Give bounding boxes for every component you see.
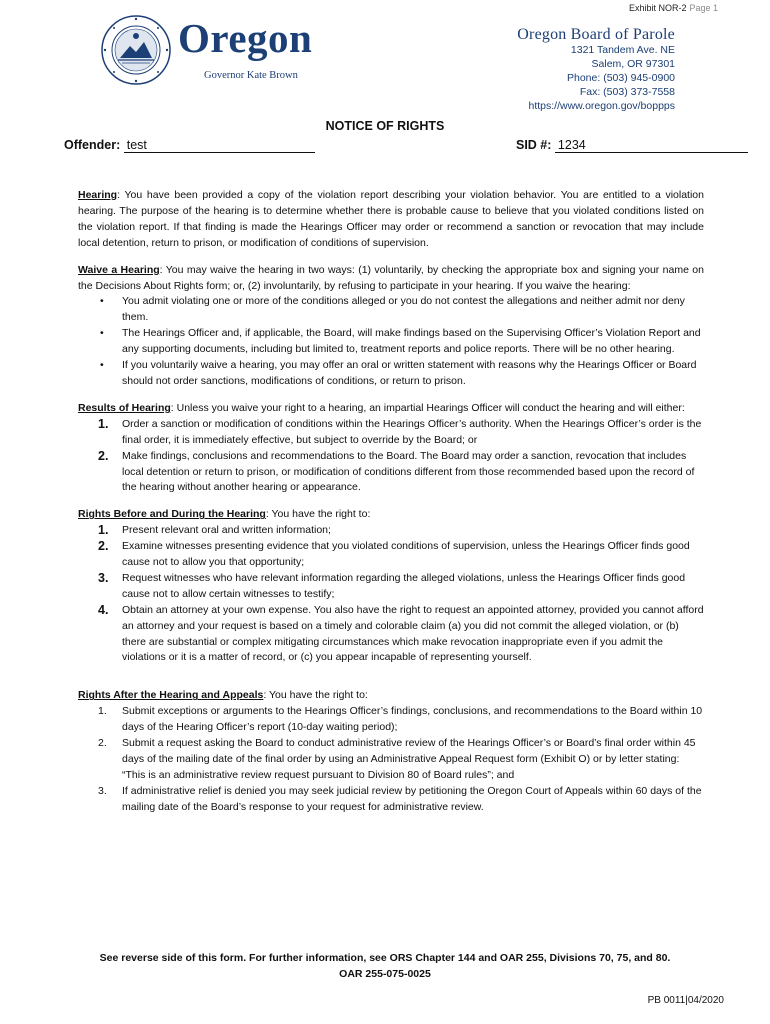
exhibit-id: Exhibit NOR-2 <box>628 3 687 13</box>
oregon-logo: Oregon <box>178 15 313 61</box>
section-text: : You have the right to: <box>265 508 371 521</box>
list-item: 2. Make findings, conclusions and recommendations to the Board. The Board may order a sanction, revocation that includes local detention or return to prison, or modification of conditions different from those recommended based upon the record of the hearing without another hearing or appearance. <box>98 448 695 494</box>
offender-input[interactable]: test <box>124 138 315 153</box>
section-text: : You have the right to: <box>263 689 368 702</box>
section-hearing <box>78 188 704 252</box>
section-heading: Rights After the Hearing and Appeals <box>78 689 264 702</box>
section-heading: Rights Before and During the Hearing <box>78 508 266 521</box>
section-text: : Unless you waive your right to a hearing, an impartial Hearings Officer will conduct the hearing and will either: <box>170 401 685 414</box>
section-text: : You have been provided a copy of the violation report describing your violation behavior. You are entitled to a violation hearing. The purpose of the hearing is to determine whether there is probable cause to believe that you violated conditions listed on the violation report. If that finding is made the Hearings Officer may order or recommend a sanction or revocation that may include local detention, return to prison, or modification of conditions of supervision. <box>78 189 704 249</box>
numbered-list <box>78 417 704 497</box>
footer-note <box>0 950 770 982</box>
section-waive-hearing <box>78 263 704 390</box>
section-heading: Waive a Hearing <box>78 263 160 276</box>
numbered-list <box>78 704 704 815</box>
offender-label: Offender: <box>64 138 121 152</box>
state-seal-icon <box>100 14 172 86</box>
board-website: https://www.oregon.gov/boppps <box>528 100 675 112</box>
sid-field <box>516 138 748 153</box>
footer-reference: See reverse side of this form. For further information, see ORS Chapter 144 and OAR 255, Divisions 70, 75, and 80. <box>99 952 671 964</box>
list-item: • The Hearings Officer and, if applicable, the Board, will make findings based on the Supervising Officer’s Violation Report and any supporting documents, including but limited to, treatment reports and police reports. There will be no other hearing. <box>78 326 704 358</box>
list-item: • If you voluntarily waive a hearing, you may offer an oral or written statement with reasons why the Hearings Officer or Board should not order sanctions, modifications of conditions, or return to prison. <box>78 358 704 390</box>
list-item: 2. Examine witnesses presenting evidence that you violated conditions of supervision, unless the Hearings Officer finds good cause not to allow you that opportunity; <box>98 539 690 569</box>
offender-field <box>64 138 315 153</box>
document-title: NOTICE OF RIGHTS <box>325 119 445 133</box>
page-number: Page 1 <box>689 3 718 13</box>
list-item: 1. Submit exceptions or arguments to the Hearings Officer’s findings, conclusions, and recommendations to the Board within 10 days of the Hearing Officer’s report (10-day waiting period); <box>98 705 703 734</box>
list-item: • You admit violating one or more of the conditions alleged or you do not contest the allegations and neither admit nor deny them. <box>78 294 704 326</box>
numbered-list <box>78 523 704 666</box>
section-rights-after <box>78 688 704 815</box>
governor-name: Governor Kate Brown <box>204 70 298 81</box>
section-heading: Results of Hearing <box>78 401 171 414</box>
bullet-list <box>78 294 704 389</box>
list-item: 2. Submit a request asking the Board to conduct administrative review of the Hearings Officer’s or Board’s final order within 45 days of the mailing date of the final order by using an Administrative Appeal Request form (Exhibit O) or by letter stating: “This is an administrative review request pursuant to Division 80 of Board rules”; and <box>98 737 696 781</box>
section-rights-before <box>78 507 704 666</box>
footer-oar: OAR 255-075-0025 <box>339 968 431 980</box>
sid-input[interactable]: 1234 <box>555 138 748 153</box>
board-name: Oregon Board of Parole <box>517 26 675 43</box>
board-fax: Fax: (503) 373-7558 <box>579 86 675 98</box>
list-item: 1. Present relevant oral and written information; <box>98 523 331 538</box>
list-item: 4. Obtain an attorney at your own expense. You also have the right to request an appointed attorney, provided you cannot afford an attorney and your request is based on a timely and colorable claim (a) you did not commit the alleged violation, or (b) there are substantial or complex mitigating circumstances which make revocation inappropriate even if you admit the violations or it is a matter of record, or (c) you appear incapable of representing yourself. <box>98 602 704 664</box>
list-item: 1. Order a sanction or modification of conditions within the Hearings Officer’s authority. When the Hearings Officer’s order is the final order, it is immediately effective, but subject to override by the Board; or <box>98 416 702 446</box>
list-item: 3. If administrative relief is denied you may seek judicial review by petitioning the Oregon Court of Appeals within 60 days of the mailing date of the Board’s response to your request for administrative review. <box>98 784 702 813</box>
form-code: PB 0011|04/2020 <box>647 995 724 1006</box>
section-text: : You may waive the hearing in two ways: (1) voluntarily, by checking the appropriate box and signing your name on the Decisions About Rights form; or, (2) involuntarily, by refusing to participate in your hearing. If you waive the hearing: <box>78 263 704 292</box>
board-address-line: Salem, OR 97301 <box>591 58 675 70</box>
document-body <box>78 188 704 816</box>
board-phone: Phone: (503) 945-0900 <box>567 72 675 84</box>
list-item: 3. Request witnesses who have relevant information regarding the alleged violations, unless the Hearings Officer finds good cause not to allow certain witnesses to testify; <box>98 570 686 600</box>
exhibit-label <box>629 3 718 13</box>
board-address-line: 1321 Tandem Ave. NE <box>570 44 675 56</box>
sid-label: SID #: <box>516 138 552 152</box>
board-address-block <box>517 28 675 113</box>
section-results <box>78 401 704 496</box>
section-heading: Hearing <box>78 189 118 201</box>
